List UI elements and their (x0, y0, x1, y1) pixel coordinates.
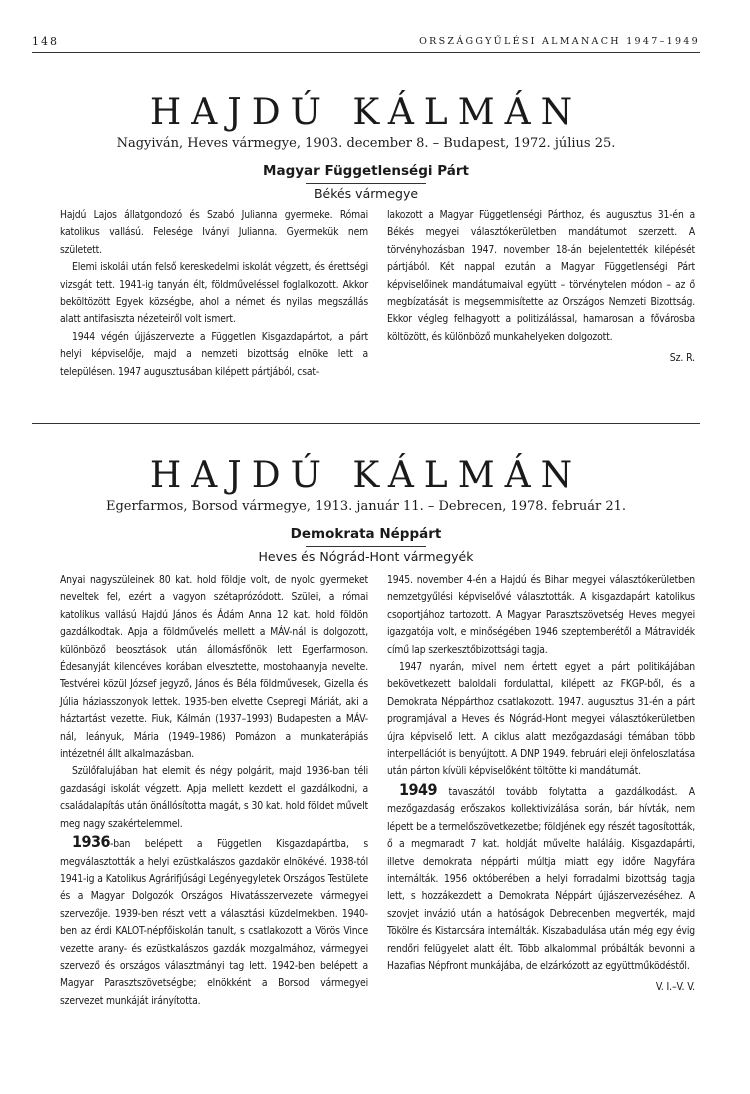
entry1-county: Békés vármegye (313, 186, 419, 201)
entry2-party-rule (306, 546, 426, 547)
running-head (32, 35, 700, 53)
entry2-signature: V. I.–V. V. (655, 981, 695, 994)
entry2-paragraph-with-year (60, 833, 368, 1010)
header-rule (32, 52, 700, 53)
entry2-name: HAJDÚ KÁLMÁN (149, 455, 583, 496)
entry2-body (60, 572, 695, 1010)
year-mark-1949: 1949 (399, 779, 438, 799)
entry2-right-column (387, 572, 695, 1010)
entry1-body (60, 207, 695, 381)
entry1-party-rule (306, 183, 426, 184)
page-number: 148 (32, 35, 59, 48)
entry1-name: HAJDÚ KÁLMÁN (149, 92, 583, 133)
entry1-party: Magyar Függetlenségi Párt (263, 163, 469, 179)
entry1-right-column (387, 207, 695, 381)
entry2-dates: Egerfarmos, Borsod vármegye, 1913. január 11. – Debrecen, 1978. február 21. (106, 499, 626, 514)
entry1-left-column (60, 207, 368, 381)
entry2-year-text: -ban belépett a Független Kisgazdapártba, s megválasztották a helyi ezüstkalászos gazdakör elnökévé. 1938-tól 1941-ig a Katolikus Agrárifjúsági Legényegyletek Országos Testülete és a Magyar Dolgozók Országos Hivatásszervezete vármegyei szervezője. 1939-ben részt vett a választási küzdelmekben. 1940-ben az érdi KALOT-népfőiskolán tanult, s csatlakozott a Vörös Vince vezette arany- és ezüstkalászos gazdák mozgalmához, vármegyei szervező és országos választmányi tag lett. 1942-ben belépett a Magyar Parasztszövetségbe; elnökként a Borsod vármegyei szervezet munkáját irányította. (60, 838, 368, 1007)
entry1-signature: Sz. R. (669, 352, 695, 365)
entry2-county: Heves és Nógrád-Hont vármegyék (258, 549, 474, 564)
entry2-party: Demokrata Néppárt (290, 526, 442, 542)
journal-title: ORSZÁGGYŰLÉSI ALMANACH 1947–1949 (419, 36, 700, 47)
entry2-heading (32, 456, 700, 565)
entry1-heading (32, 93, 700, 202)
entry2-left-column (60, 572, 368, 1010)
entry2-paragraph: 1945. november 4-én a Hajdú és Bihar megyei választókerületben nemzetgyűlési képviselővé választották. A kisgazdapárt katolikus csoportjához tartozott. A Magyar Parasztszövetség Heves megyei igazgatója volt, e minőségében 1946 szeptemberétől a Mátravidék című lap szerkesztőbizottsági tagja. (387, 574, 695, 656)
year-mark-1936: 1936 (72, 832, 111, 852)
entry2-paragraph-with-year (387, 781, 695, 975)
entry1-dates: Nagyiván, Heves vármegye, 1903. december 8. – Budapest, 1972. július 25. (116, 136, 616, 151)
entry1-paragraph: Hajdú Lajos állatgondozó és Szabó Julianna gyermeke. Római katolikus vallású. Felesége Iványi Julianna. Gyermekük nem született. (60, 209, 368, 256)
entry-separator-rule (32, 423, 700, 424)
entry2-paragraph: Anyai nagyszüleinek 80 kat. hold földje volt, de nyolc gyermeket neveltek fel, ezért a vagyon szétaprózódott. Szülei, a római katolikus vallású Hajdú János és Ádám Anna 12 kat. hold földön gazdálkodtak. Apja a földművelés mellett a MÁV-nál is dolgozott, különböző beosztások után állomásfőnök lett Egerfarmoson. Édesanyját kilencéves korában elvesztette, mostohaanyja nevelte. Testvérei közül József jegyző, János és Béla földművesek, Gizella és Júlia háziasszonyok lettek. 1935-ben elvette Csepregi Máriát, aki a háztartást vezette. Fiuk, Kálmán (1937–1993) Budapesten a MÁV-nál, leányuk, Mária (1949–1986) Pomázon a munkaterápiás intézetnél állt alkalmazásban. (60, 574, 368, 761)
entry2-year-text: tavaszától tovább folytatta a gazdálkodást. A mezőgazdaság erőszakos kollektivizálása során, bár hívták, nem lépett be a termelőszövetkezetbe; földjének egy részét tagosították, ő a megmaradt 7 kat. holdját művelte haláláig. Kisgazdapárti, illetve demokrata néppárti múltja miatt egy időre Nagyfára internálták. 1956 októberében a helyi forradalmi bizottság tagja lett, s hozzákezdett a Demokrata Néppárt újjászervezéséhez. A szovjet invázió után a hatóságok Debrecenben megverték, majd Tökölre és Kistarcsára internálták. Kiszabadulása után még egy évig rendőri felügyelet alatt élt. Több alkalommal próbálták bevonni a Hazafias Népfront munkájába, de elzárkózott az együttműködéstől. (387, 785, 695, 972)
entry2-paragraph: 1947 nyarán, mivel nem értett egyet a párt politikájában bekövetkezett baloldali fordulattal, kilépett az FKGP-ből, és a Demokrata Néppárthoz csatlakozott. 1947. augusztus 31-én a párt programjával a Heves és Nógrád-Hont megyei választókerületben újra képviselő lett. A ciklus alatt mezőgazdasági témában több interpellációt is benyújtott. A DNP 1949. februári eleji önfeloszlatása után párton kívüli képviselőként töltötte ki mandátumát. (387, 661, 695, 778)
entry1-paragraph: lakozott a Magyar Függetlenségi Párthoz, és augusztus 31-én a Békés megyei választókerületben mandátumot szerzett. A törvényhozásban 1947. november 18-án bejelentették kilépését pártjából. Két nappal ezután a Magyar Függetlenségi Párt képviselőinek mandátumaival együtt – törvénytelen módon – az ő megbízatását is megsemmisítette az Országos Nemzeti Bizottság. Ekkor végleg felhagyott a politizálással, hamarosan a fővárosba költözött, és különböző munkahelyeken dolgozott. (387, 209, 695, 343)
entry2-paragraph: Szülőfalujában hat elemit és négy polgárit, majd 1936-ban téli gazdasági iskolát végzett. Apja mellett kezdett el gazdálkodni, a családalapítás után önállósította magát, s 30 kat. hold földet művelt meg nagy szakértelemmel. (60, 765, 368, 830)
entry1-paragraph: 1944 végén újjászervezte a Független Kisgazdapártot, a párt helyi képviselője, majd a nemzeti bizottság elnöke lett a településen. 1947 augusztusában kilépett pártjából, csat- (60, 330, 368, 378)
entry1-paragraph: Elemi iskolái után felső kereskedelmi iskolát végzett, és érettségi vizsgát tett. 1941-ig tanyán élt, földműveléssel foglalkozott. Akkor beköltözött Egyek községbe, ahol a német és nyilas megszállás alatt antifasiszta nézeteiről volt ismert. (60, 261, 368, 326)
